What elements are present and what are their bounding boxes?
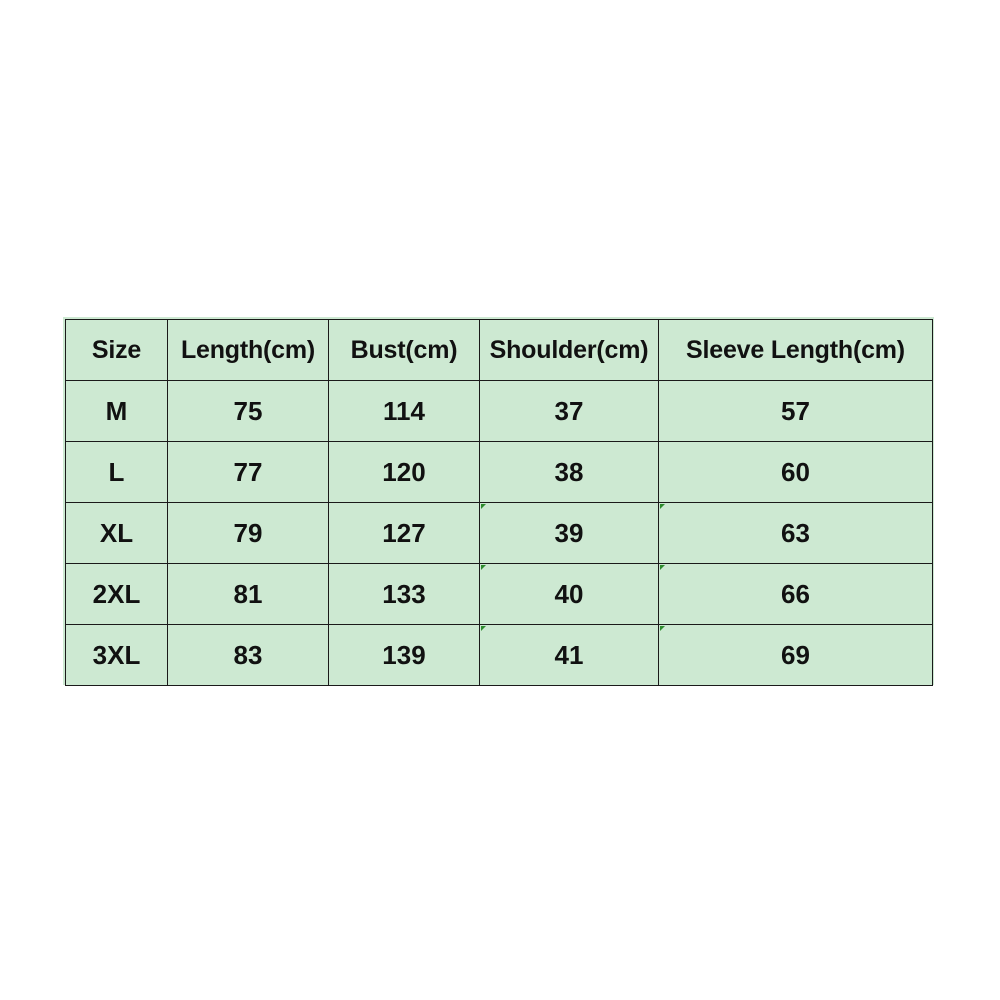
header-sleeve-length: Sleeve Length(cm) [659, 320, 933, 381]
cell-bust: 133 [329, 564, 480, 625]
header-length: Length(cm) [168, 320, 329, 381]
cell-bust: 114 [329, 381, 480, 442]
cell-shoulder: 41 [480, 625, 659, 686]
cell-size: L [66, 442, 168, 503]
header-bust: Bust(cm) [329, 320, 480, 381]
cell-sleeve-length: 69 [659, 625, 933, 686]
cell-sleeve-length: 66 [659, 564, 933, 625]
cell-sleeve-length: 60 [659, 442, 933, 503]
cell-shoulder: 37 [480, 381, 659, 442]
table-row [66, 503, 933, 564]
cell-bust: 139 [329, 625, 480, 686]
header-size: Size [66, 320, 168, 381]
cell-size: XL [66, 503, 168, 564]
table-row [66, 381, 933, 442]
size-chart-container [63, 317, 934, 685]
table-row [66, 564, 933, 625]
cell-length: 79 [168, 503, 329, 564]
cell-shoulder: 38 [480, 442, 659, 503]
cell-size: M [66, 381, 168, 442]
cell-length: 75 [168, 381, 329, 442]
header-row [66, 320, 933, 381]
table-row [66, 625, 933, 686]
table-row [66, 442, 933, 503]
cell-bust: 127 [329, 503, 480, 564]
cell-length: 77 [168, 442, 329, 503]
cell-length: 83 [168, 625, 329, 686]
cell-shoulder: 40 [480, 564, 659, 625]
cell-shoulder: 39 [480, 503, 659, 564]
header-shoulder: Shoulder(cm) [480, 320, 659, 381]
cell-length: 81 [168, 564, 329, 625]
cell-bust: 120 [329, 442, 480, 503]
size-chart-table [65, 319, 933, 686]
cell-sleeve-length: 63 [659, 503, 933, 564]
cell-size: 2XL [66, 564, 168, 625]
cell-sleeve-length: 57 [659, 381, 933, 442]
cell-size: 3XL [66, 625, 168, 686]
